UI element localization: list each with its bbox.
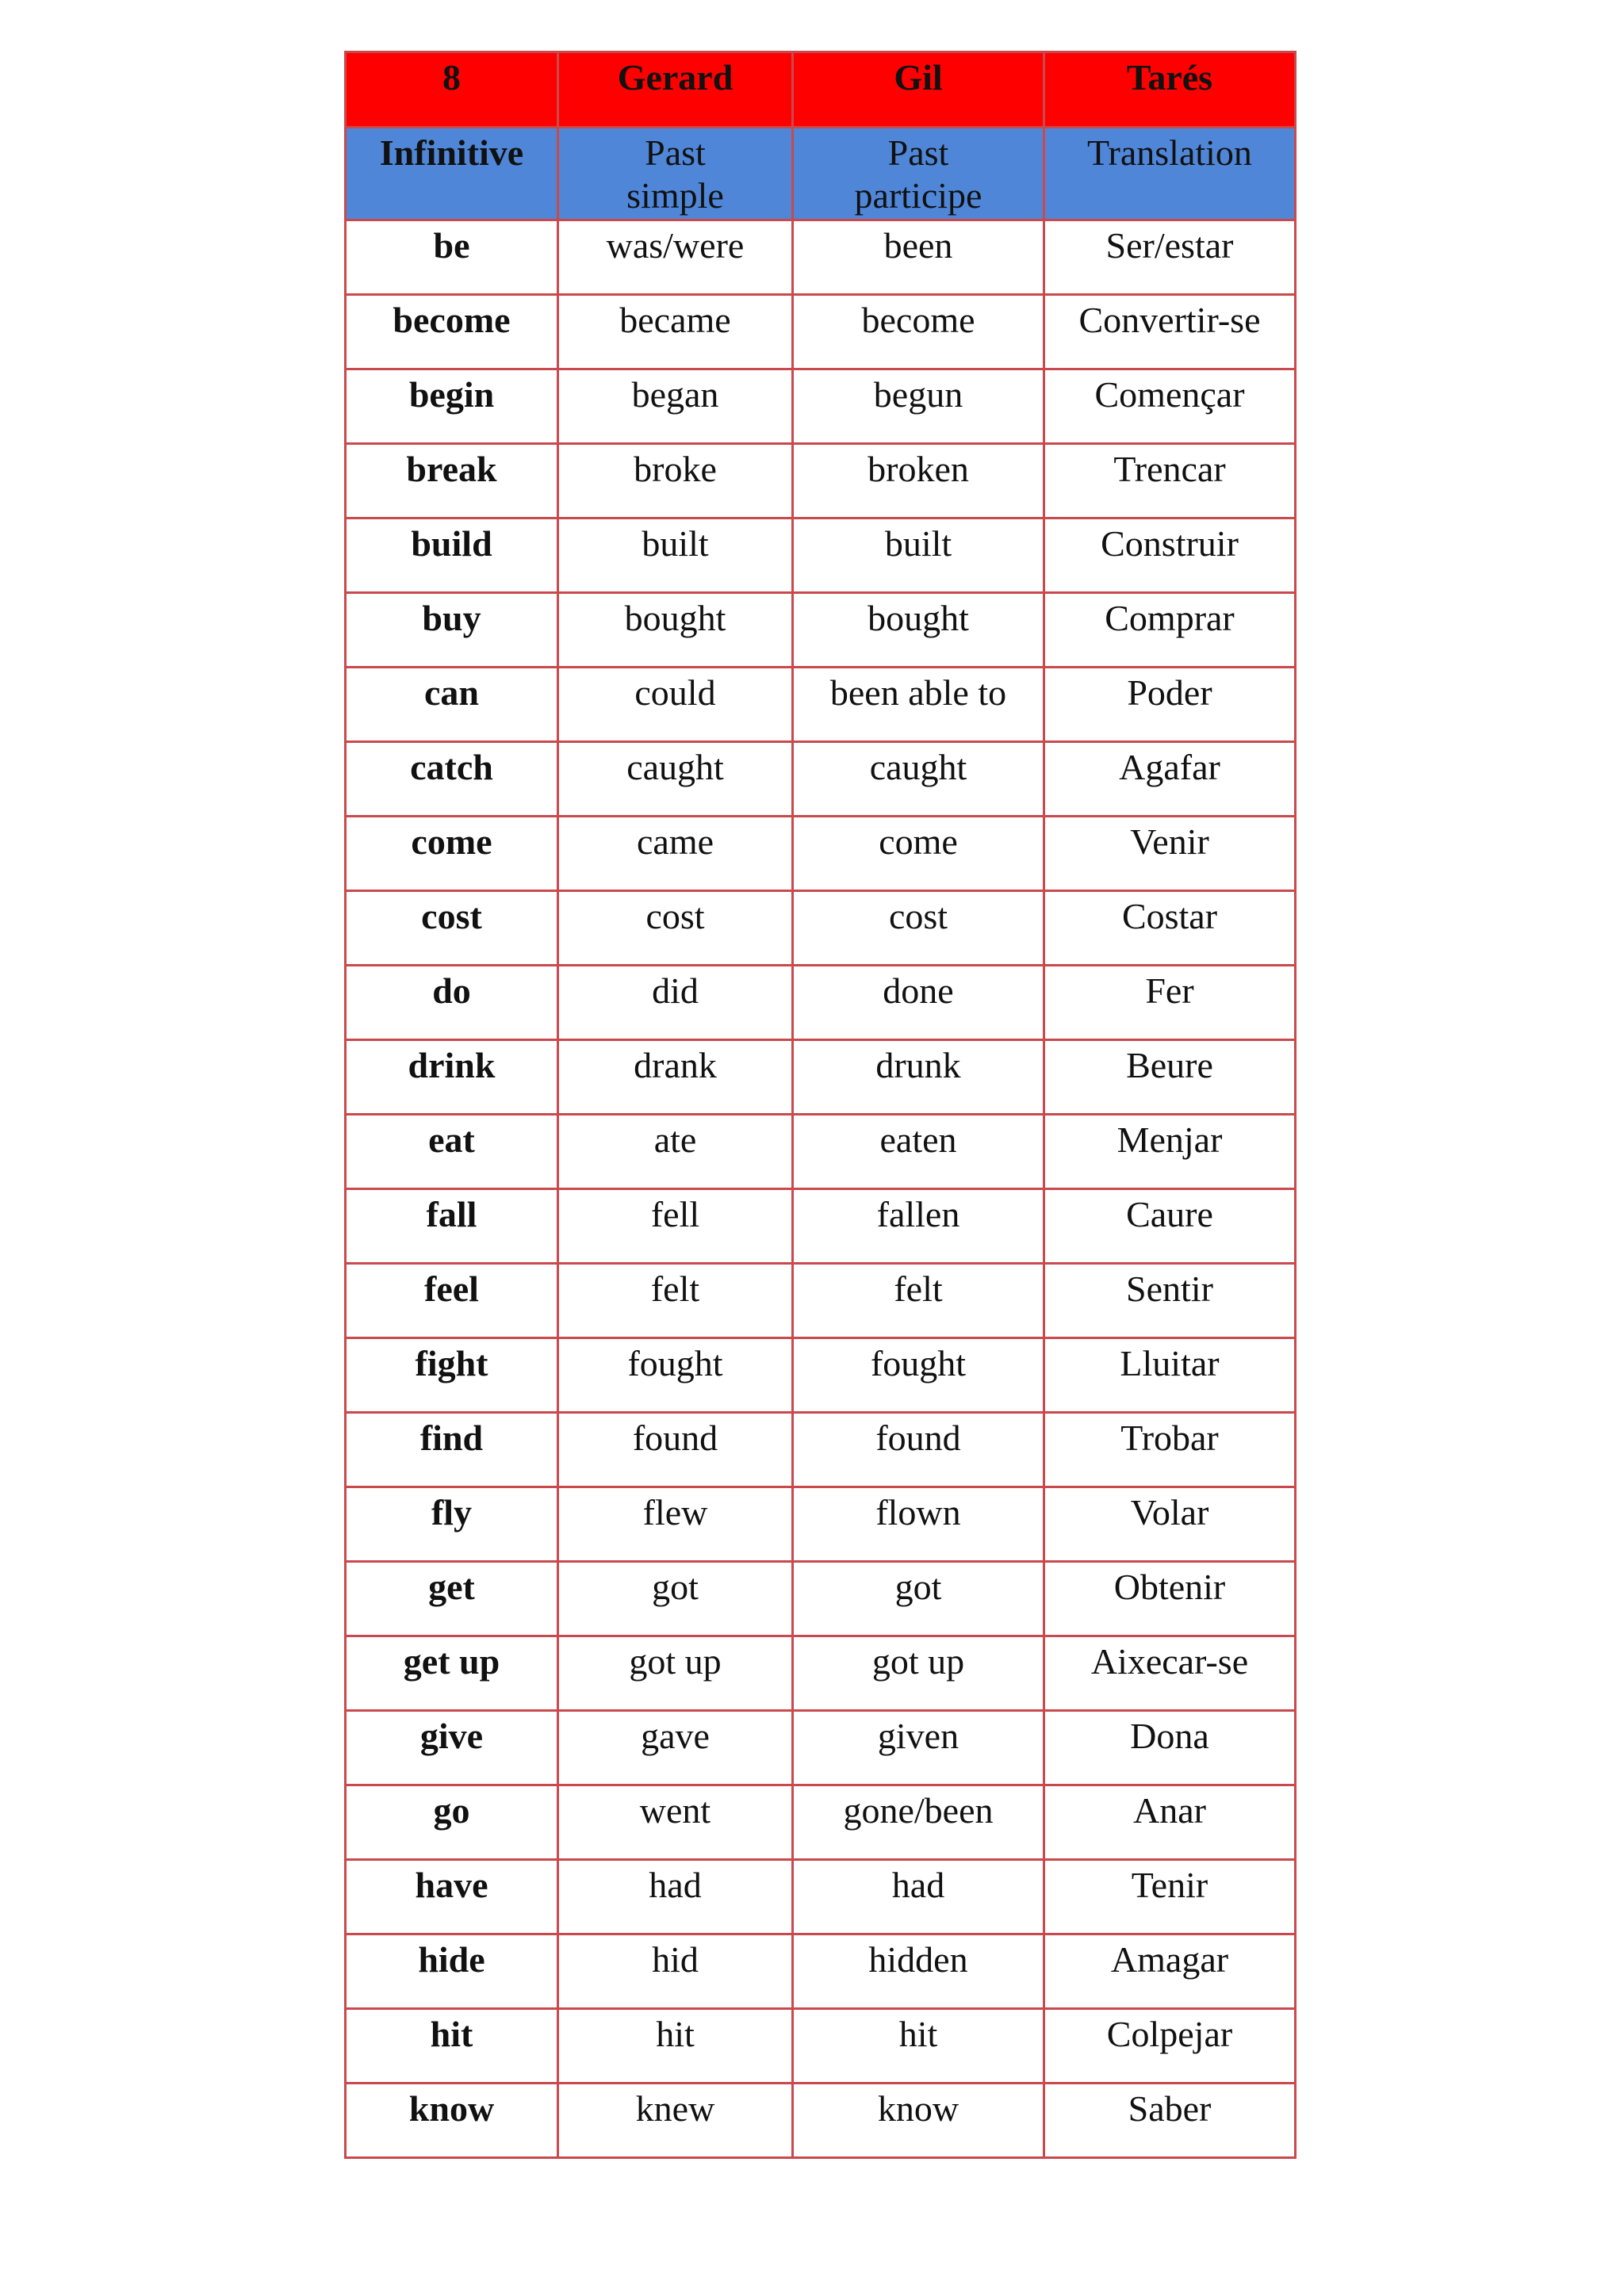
verb-past-simple: flew <box>558 1487 793 1562</box>
verb-past-participle: built <box>793 519 1044 593</box>
verb-row <box>346 1189 1296 1264</box>
verb-translation: Convertir-se <box>1044 295 1296 369</box>
verb-row <box>346 1413 1296 1487</box>
verb-translation: Tenir <box>1044 1860 1296 1934</box>
verb-translation: Fer <box>1044 966 1296 1040</box>
verb-past-simple: became <box>558 295 793 369</box>
verb-infinitive: fly <box>346 1487 558 1562</box>
verb-past-participle: got <box>793 1562 1044 1636</box>
verb-infinitive: become <box>346 295 558 369</box>
header-past-participle <box>793 128 1044 220</box>
header-infinitive: Infinitive <box>346 128 558 220</box>
verb-row <box>346 966 1296 1040</box>
verb-infinitive: hide <box>346 1934 558 2009</box>
verb-translation: Obtenir <box>1044 1562 1296 1636</box>
verb-past-participle: been <box>793 220 1044 295</box>
verb-past-simple: ate <box>558 1115 793 1189</box>
verb-infinitive: drink <box>346 1040 558 1115</box>
verb-translation: Anar <box>1044 1785 1296 1860</box>
verb-row <box>346 519 1296 593</box>
verb-past-simple: had <box>558 1860 793 1934</box>
verb-row <box>346 891 1296 966</box>
verb-row <box>346 1115 1296 1189</box>
verb-row <box>346 593 1296 668</box>
verb-translation: Poder <box>1044 668 1296 742</box>
verb-row <box>346 817 1296 891</box>
verb-past-participle: become <box>793 295 1044 369</box>
verb-past-simple: could <box>558 668 793 742</box>
verb-translation: Aixecar-se <box>1044 1636 1296 1711</box>
header-past-simple-label: Past simple <box>626 132 724 216</box>
verb-past-simple: bought <box>558 593 793 668</box>
verb-infinitive: find <box>346 1413 558 1487</box>
verb-infinitive: know <box>346 2084 558 2158</box>
verb-row <box>346 1636 1296 1711</box>
verb-translation: Lluitar <box>1044 1338 1296 1413</box>
verb-translation: Colpejar <box>1044 2009 1296 2084</box>
verb-past-simple: went <box>558 1785 793 1860</box>
verb-row <box>346 1934 1296 2009</box>
verb-row <box>346 1562 1296 1636</box>
verb-row <box>346 1785 1296 1860</box>
verb-row <box>346 742 1296 817</box>
verb-past-simple: fought <box>558 1338 793 1413</box>
verb-infinitive: cost <box>346 891 558 966</box>
verb-translation: Costar <box>1044 891 1296 966</box>
verb-row <box>346 1860 1296 1934</box>
verb-infinitive: can <box>346 668 558 742</box>
verb-translation: Amagar <box>1044 1934 1296 2009</box>
verb-infinitive: fall <box>346 1189 558 1264</box>
verb-past-participle: got up <box>793 1636 1044 1711</box>
verb-row <box>346 1264 1296 1338</box>
verb-translation: Trencar <box>1044 444 1296 519</box>
title-row <box>346 52 1296 128</box>
verb-past-participle: done <box>793 966 1044 1040</box>
verb-past-participle: eaten <box>793 1115 1044 1189</box>
verb-past-participle: drunk <box>793 1040 1044 1115</box>
verb-past-simple: felt <box>558 1264 793 1338</box>
verb-past-simple: came <box>558 817 793 891</box>
verb-row <box>346 220 1296 295</box>
verb-row <box>346 444 1296 519</box>
verb-infinitive: get <box>346 1562 558 1636</box>
verb-past-simple: found <box>558 1413 793 1487</box>
verb-infinitive: go <box>346 1785 558 1860</box>
title-number: 8 <box>346 52 558 128</box>
verb-translation: Agafar <box>1044 742 1296 817</box>
verb-infinitive: have <box>346 1860 558 1934</box>
verb-infinitive: get up <box>346 1636 558 1711</box>
verb-past-simple: cost <box>558 891 793 966</box>
verb-translation: Ser/estar <box>1044 220 1296 295</box>
verb-infinitive: hit <box>346 2009 558 2084</box>
verb-past-simple: hid <box>558 1934 793 2009</box>
verb-past-simple: gave <box>558 1711 793 1785</box>
verb-past-participle: found <box>793 1413 1044 1487</box>
verb-translation: Comprar <box>1044 593 1296 668</box>
verb-past-simple: got <box>558 1562 793 1636</box>
verb-row <box>346 1338 1296 1413</box>
verb-infinitive: begin <box>346 369 558 444</box>
verb-past-participle: gone/been <box>793 1785 1044 1860</box>
verb-translation: Caure <box>1044 1189 1296 1264</box>
verb-row <box>346 295 1296 369</box>
verb-past-simple: caught <box>558 742 793 817</box>
verb-row <box>346 2009 1296 2084</box>
verb-past-participle: felt <box>793 1264 1044 1338</box>
verb-past-participle: begun <box>793 369 1044 444</box>
verb-past-participle: bought <box>793 593 1044 668</box>
verb-past-participle: given <box>793 1711 1044 1785</box>
verb-row <box>346 1487 1296 1562</box>
verb-past-participle: fought <box>793 1338 1044 1413</box>
verb-past-participle: hit <box>793 2009 1044 2084</box>
verb-past-simple: did <box>558 966 793 1040</box>
header-translation: Translation <box>1044 128 1296 220</box>
verb-past-simple: was/were <box>558 220 793 295</box>
verb-translation: Volar <box>1044 1487 1296 1562</box>
verb-past-participle: cost <box>793 891 1044 966</box>
verb-past-participle: know <box>793 2084 1044 2158</box>
verb-translation: Saber <box>1044 2084 1296 2158</box>
verb-row <box>346 2084 1296 2158</box>
verb-translation: Beure <box>1044 1040 1296 1115</box>
verb-past-simple: built <box>558 519 793 593</box>
header-past-participle-label: Past participe <box>854 132 982 216</box>
verb-infinitive: fight <box>346 1338 558 1413</box>
irregular-verbs-table <box>344 51 1297 2159</box>
verb-past-participle: come <box>793 817 1044 891</box>
header-row <box>346 128 1296 220</box>
verb-infinitive: build <box>346 519 558 593</box>
verb-row <box>346 369 1296 444</box>
verb-infinitive: come <box>346 817 558 891</box>
verb-infinitive: do <box>346 966 558 1040</box>
verb-past-simple: fell <box>558 1189 793 1264</box>
verb-row <box>346 1040 1296 1115</box>
verb-infinitive: catch <box>346 742 558 817</box>
verb-infinitive: break <box>346 444 558 519</box>
verb-row <box>346 668 1296 742</box>
verb-past-participle: broken <box>793 444 1044 519</box>
verb-row <box>346 1711 1296 1785</box>
verb-past-simple: knew <box>558 2084 793 2158</box>
verb-infinitive: give <box>346 1711 558 1785</box>
verb-past-simple: drank <box>558 1040 793 1115</box>
verb-table-body <box>346 52 1296 2158</box>
verb-translation: Menjar <box>1044 1115 1296 1189</box>
verb-infinitive: be <box>346 220 558 295</box>
verb-infinitive: buy <box>346 593 558 668</box>
title-first-name: Gerard <box>558 52 793 128</box>
verb-past-participle: had <box>793 1860 1044 1934</box>
verb-past-participle: hidden <box>793 1934 1044 2009</box>
verb-translation: Trobar <box>1044 1413 1296 1487</box>
verb-past-participle: been able to <box>793 668 1044 742</box>
verb-translation: Començar <box>1044 369 1296 444</box>
verb-past-participle: fallen <box>793 1189 1044 1264</box>
title-surname-2: Tarés <box>1044 52 1296 128</box>
title-surname-1: Gil <box>793 52 1044 128</box>
verb-past-participle: flown <box>793 1487 1044 1562</box>
verb-past-participle: caught <box>793 742 1044 817</box>
verb-translation: Dona <box>1044 1711 1296 1785</box>
header-past-simple <box>558 128 793 220</box>
verb-translation: Venir <box>1044 817 1296 891</box>
verb-past-simple: got up <box>558 1636 793 1711</box>
verb-past-simple: hit <box>558 2009 793 2084</box>
verb-infinitive: eat <box>346 1115 558 1189</box>
verb-infinitive: feel <box>346 1264 558 1338</box>
verb-past-simple: broke <box>558 444 793 519</box>
verb-translation: Construir <box>1044 519 1296 593</box>
verb-past-simple: began <box>558 369 793 444</box>
verb-translation: Sentir <box>1044 1264 1296 1338</box>
